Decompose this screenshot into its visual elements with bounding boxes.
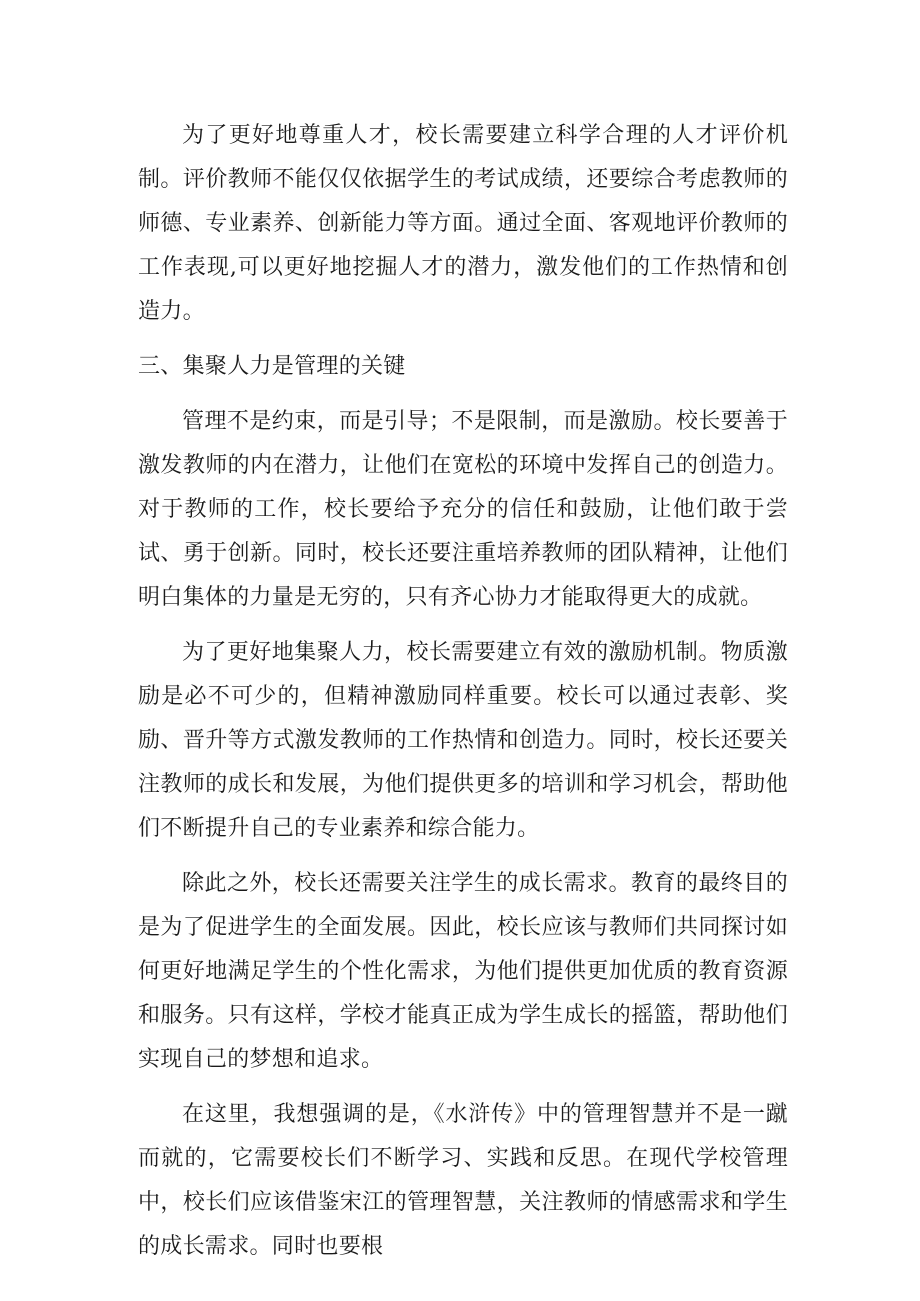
paragraph-talent-evaluation: 为了更好地尊重人才，校长需要建立科学合理的人才评价机制。评价教师不能仅仅依据学生的考试成绩，还要综合考虑教师的师德、专业素养、创新能力等方面。通过全面、客观地评价教师的工作表现,可以更好地挖掘人才的潜力，激发他们的工作热情和创造力。 — [138, 123, 788, 324]
paragraph-water-margin-wisdom: 在这里，我想强调的是，《水浒传》中的管理智慧并不是一蹴而就的，它需要校长们不断学习、实践和反思。在现代学校管理中，校长们应该借鉴宋江的管理智慧，关注教师的情感需求和学生的成长需求。同时也要根 — [138, 1102, 788, 1259]
paragraph-management-guidance: 管理不是约束，而是引导；不是限制，而是激励。校长要善于激发教师的内在潜力，让他们在宽松的环境中发挥自己的创造力。对于教师的工作，校长要给予充分的信任和鼓励，让他们敢于尝试、勇于创新。同时，校长还要注重培养教师的团队精神，让他们明白集体的力量是无穷的，只有齐心协力才能取得更大的成就。 — [138, 409, 788, 610]
section-heading: 三、集聚人力是管理的关键 — [138, 354, 406, 379]
paragraph-student-needs: 除此之外，校长还需要关注学生的成长需求。教育的最终目的是为了促进学生的全面发展。因此，校长应该与教师们共同探讨如何更好地满足学生的个性化需求，为他们提供更加优质的教育资源和服务。只有这样，学校才能真正成为学生成长的摇篮，帮助他们实现自己的梦想和追求。 — [138, 871, 788, 1072]
document-body — [138, 114, 788, 1280]
paragraph-incentive-mechanism: 为了更好地集聚人力，校长需要建立有效的激励机制。物质激励是必不可少的，但精神激励同样重要。校长可以通过表彰、奖励、晋升等方式激发教师的工作热情和创造力。同时，校长还要关注教师的成长和发展，为他们提供更多的培训和学习机会，帮助他们不断提升自己的专业素养和综合能力。 — [138, 640, 788, 841]
